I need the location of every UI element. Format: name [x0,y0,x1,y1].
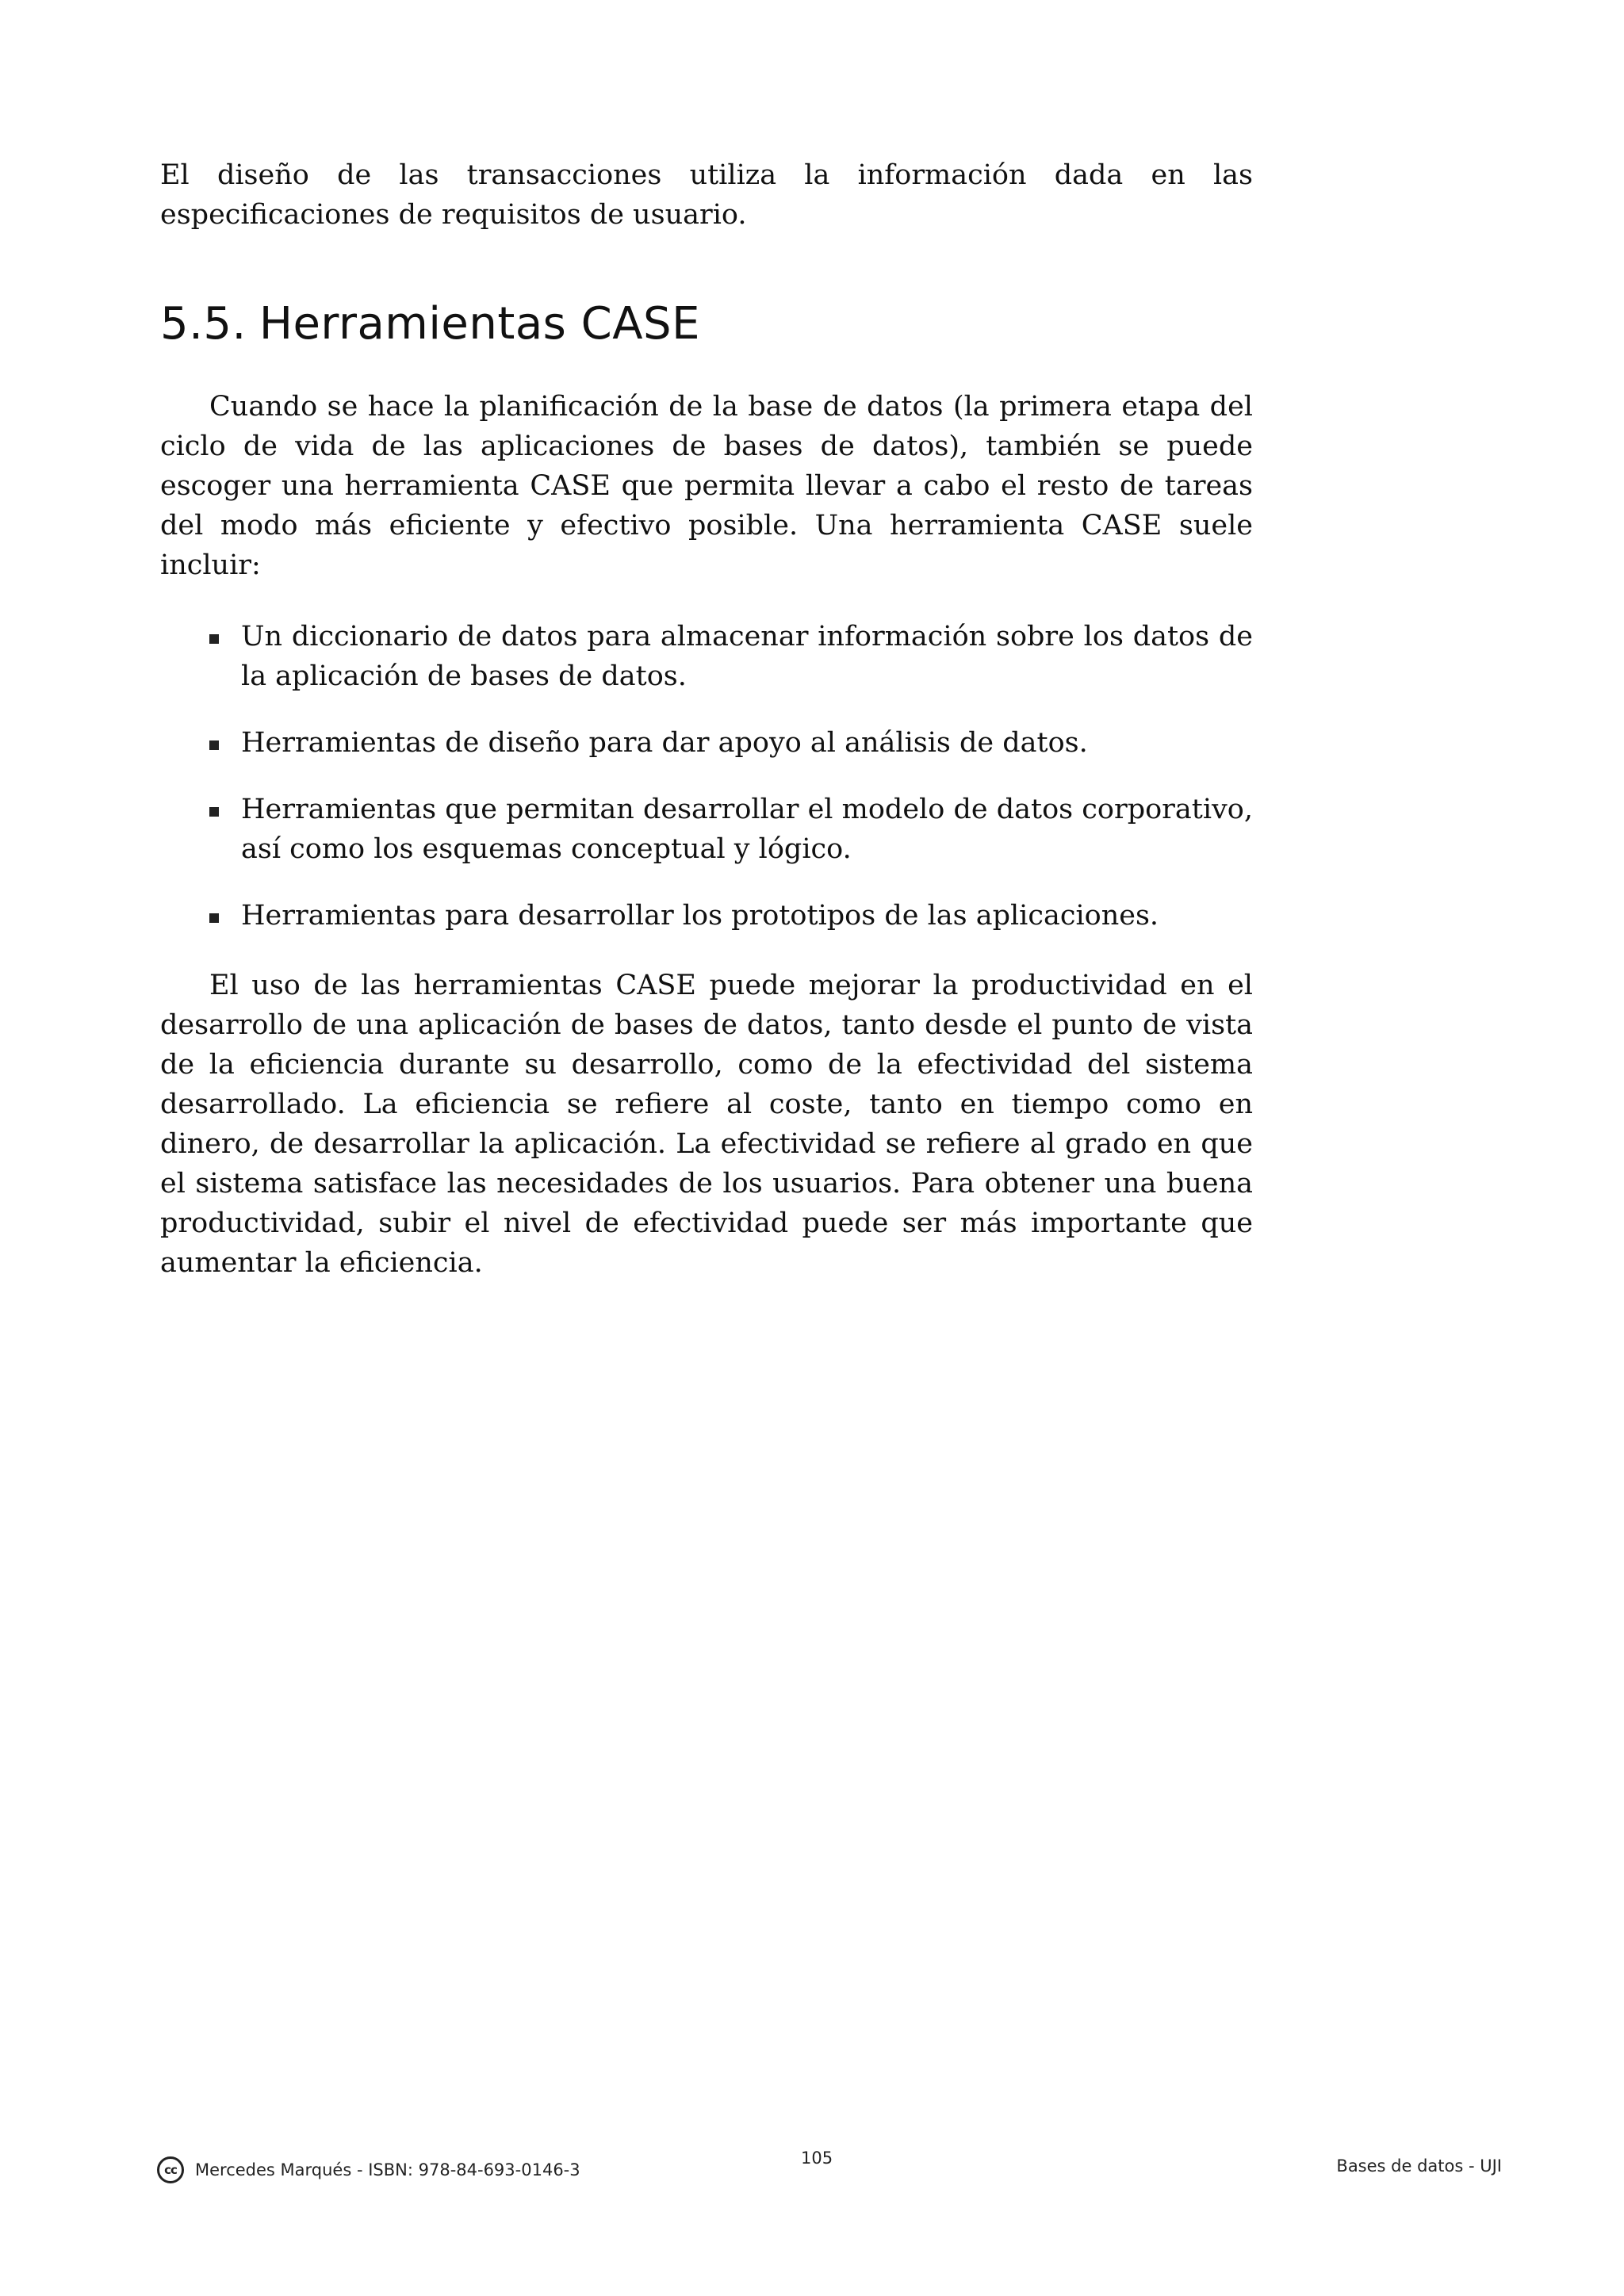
bullet-square-icon [209,807,219,817]
paragraph-case-planning: Cuando se hace la planificación de la base de datos (la primera etapa del ciclo de vida de las aplicaciones de bases de datos), también se puede escoger una herramienta CASE que permita llevar a cabo el resto de tareas del modo más eficiente y efectivo posible. Una herramienta CASE suele incluir: [160,391,1253,581]
list-item-text: Herramientas que permitan desarrollar el modelo de datos corporativo, así como los esquemas conceptual y lógico. [241,794,1253,865]
list-item [160,896,1253,936]
bullet-square-icon [209,740,219,750]
section-title: Herramientas CASE [259,298,700,350]
footer-author-isbn: Mercedes Marqués - ISBN: 978-84-693-0146-3 [195,2160,580,2179]
list-item-text: Un diccionario de datos para almacenar información sobre los datos de la aplicación de bases de datos. [241,621,1253,692]
section-number: 5.5. [160,298,247,350]
page-body [160,155,1253,1283]
list-item [160,790,1253,869]
footer-book-title: Bases de datos - UJI [1336,2156,1502,2175]
bullet-square-icon [209,913,219,923]
page-number: 105 [801,2149,833,2168]
bullet-square-icon [209,634,219,644]
case-features-list [160,617,1253,936]
intro-paragraph: El diseño de las transacciones utiliza la información dada en las especificaciones de requisitos de usuario. [160,159,1253,231]
list-item [160,723,1253,763]
paragraph-case-productivity: El uso de las herramientas CASE puede mejorar la productividad en el desarrollo de una aplicación de bases de datos, tanto desde el punto de vista de la eficiencia durante su desarrollo, como de la efectividad del sistema desarrollado. La eficiencia se refiere al coste, tanto en tiempo como en dinero, de desarrollar la aplicación. La efectividad se refiere al grado en que el sistema satisface las necesidades de los usuarios. Para obtener una buena productividad, subir el nivel de efectividad puede ser más importante que aumentar la eficiencia. [160,970,1253,1279]
list-item-text: Herramientas de diseño para dar apoyo al análisis de datos. [241,727,1088,759]
creative-commons-icon: cc [157,2156,184,2183]
section-heading [160,297,1253,352]
page-footer [157,2149,1502,2196]
footer-credit [157,2156,580,2183]
list-item-text: Herramientas para desarrollar los prototipos de las aplicaciones. [241,900,1159,932]
list-item [160,617,1253,696]
